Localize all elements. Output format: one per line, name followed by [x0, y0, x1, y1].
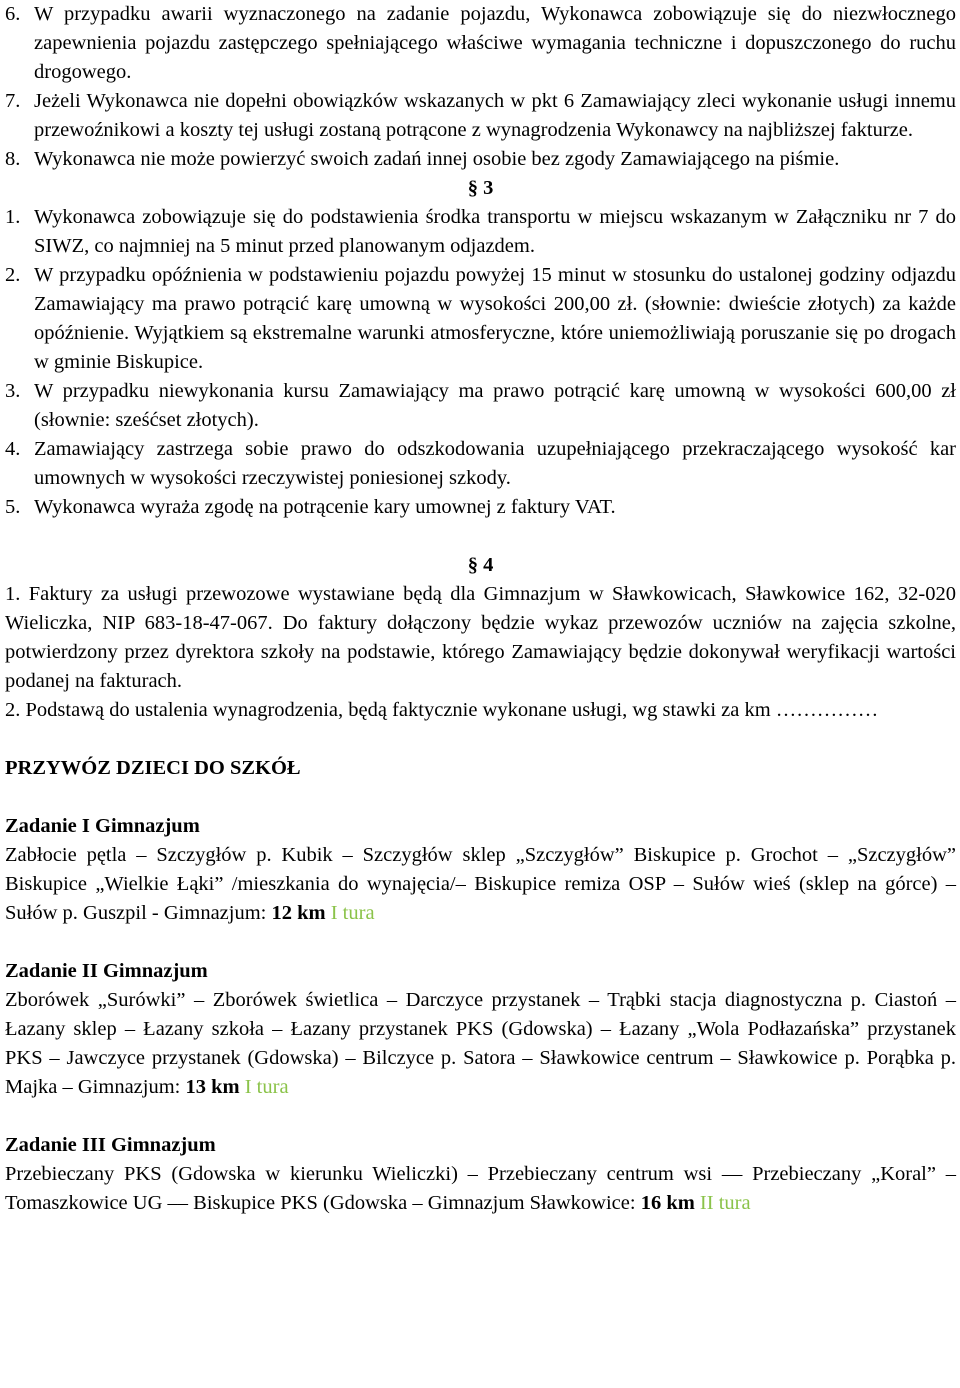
section-3-heading: § 3: [467, 177, 494, 199]
route-distance: 13 km: [185, 1076, 240, 1098]
task-heading: Zadanie I Gimnazjum: [5, 815, 200, 837]
item-number: 4.: [5, 438, 21, 460]
task-heading: Zadanie III Gimnazjum: [5, 1134, 216, 1156]
route-text: Zborówek „Surówki” – Zborówek świetlica – Darczyce przystanek – Trąbki stacja diagnostyczna p. Ciastoń – Łazany sklep – Łazany szkoła – Łazany przystanek PKS (Gdowska) – Łazany „Wola Podłazańska” przystanek PKS – Jawczyce przystanek (Gdowska) – Bilczyce p. Satora – Sławkowice centrum – Sławkowice p. Porąbka p. Majka – Gimnazjum:: [5, 989, 956, 1098]
item-text: Wykonawca nie może powierzyć swoich zadań innej osobie bez zgody Zamawiającego na piśmie.: [34, 148, 840, 170]
item-number: 7.: [5, 90, 21, 112]
spacer: [5, 928, 956, 957]
route-tour: I tura: [330, 902, 375, 924]
item-number: 1.: [5, 206, 21, 228]
item-text: W przypadku opóźnienia w podstawieniu pojazdu powyżej 15 minut w stosunku do ustalonej godziny odjazdu Zamawiający ma prawo potrącić karę umowną w wysokości 200,00 zł. (słownie: dwieście złotych) za każde opóźnienie. Wyjątkiem są ekstremalne warunki atmosferyczne, które uniemożliwiają poruszanie się po drogach w gminie Biskupice.: [34, 264, 956, 373]
route-text: Zabłocie pętla – Szczygłów p. Kubik – Szczygłów sklep „Szczygłów” Biskupice p. Grochot – „Szczygłów” Biskupice „Wielkie Łąki” /mieszkania do wynajęcia/– Biskupice remiza OSP – Sułów wieś (sklep na górce) – Sułów p. Guszpil - Gimnazjum:: [5, 844, 956, 924]
list-item: [5, 261, 956, 377]
item-text: Jeżeli Wykonawca nie dopełni obowiązków wskazanych w pkt 6 Zamawiający zleci wykonanie usługi innemu przewoźnikowi a koszty tej usługi zostaną potrącone z wynagrodzenia Wykonawcy na najbliższej fakturze.: [34, 90, 956, 141]
task-route: [5, 1160, 956, 1218]
list-item: [5, 203, 956, 261]
spacer: [5, 1102, 956, 1131]
item-number: 2.: [5, 264, 21, 286]
task-route: [5, 986, 956, 1102]
list-item: [5, 493, 956, 522]
list-item: [5, 435, 956, 493]
route-tour: I tura: [244, 1076, 289, 1098]
route-text: Przebieczany PKS (Gdowska w kierunku Wieliczki) – Przebieczany centrum wsi –– Przebieczany „Koral” – Tomaszkowice UG –– Biskupice PKS (Gdowska – Gimnazjum Sławkowice:: [5, 1163, 956, 1214]
route-distance: 12 km: [271, 902, 326, 924]
route-distance: 16 km: [640, 1192, 695, 1214]
item-text: Wykonawca wyraża zgodę na potrącenie kary umownej z faktury VAT.: [34, 496, 616, 518]
item-text: W przypadku awarii wyznaczonego na zadanie pojazdu, Wykonawca zobowiązuje się do niezwłocznego zapewnienia pojazdu zastępczego spełniającego właściwe wymagania techniczne i dopuszczonego do ruchu drogowego.: [34, 3, 956, 83]
list-item: [5, 87, 956, 145]
spacer: [5, 783, 956, 812]
task-heading: Zadanie II Gimnazjum: [5, 960, 208, 982]
transport-title: PRZYWÓZ DZIECI DO SZKÓŁ: [5, 757, 301, 779]
item-number: 5.: [5, 496, 21, 518]
task-route: [5, 841, 956, 928]
section-4-heading: § 4: [467, 554, 494, 576]
item-text: W przypadku niewykonania kursu Zamawiający ma prawo potrącić karę umowną w wysokości 600,00 zł (słownie: sześćset złotych).: [34, 380, 956, 431]
item-number: 8.: [5, 148, 21, 170]
list-item: [5, 0, 956, 87]
spacer: [5, 725, 956, 754]
item-number: 6.: [5, 3, 21, 25]
item-text: Wykonawca zobowiązuje się do podstawienia środka transportu w miejscu wskazanym w Załączniku nr 7 do SIWZ, co najmniej na 5 minut przed planowanym odjazdem.: [34, 206, 956, 257]
route-tour: II tura: [699, 1192, 751, 1214]
paragraph: 2. Podstawą do ustalenia wynagrodzenia, będą faktycznie wykonane usługi, wg stawki za km ……………: [5, 699, 879, 721]
item-text: Zamawiający zastrzega sobie prawo do odszkodowania uzupełniającego przekraczającego wysokość kar umownych w wysokości rzeczywistej poniesionej szkody.: [34, 438, 956, 489]
list-item: [5, 145, 956, 174]
list-item: [5, 377, 956, 435]
paragraph: 1. Faktury za usługi przewozowe wystawiane będą dla Gimnazjum w Sławkowicach, Sławkowice 162, 32-020 Wieliczka, NIP 683-18-47-067. Do faktury dołączony będzie wykaz przewozów uczniów na zajęcia szkolne, potwierdzony przez dyrektora szkoły na podstawie, którego Zamawiający będzie dokonywał weryfikacji wartości podanej na fakturach.: [5, 583, 956, 692]
item-number: 3.: [5, 380, 21, 402]
spacer: [5, 522, 956, 551]
